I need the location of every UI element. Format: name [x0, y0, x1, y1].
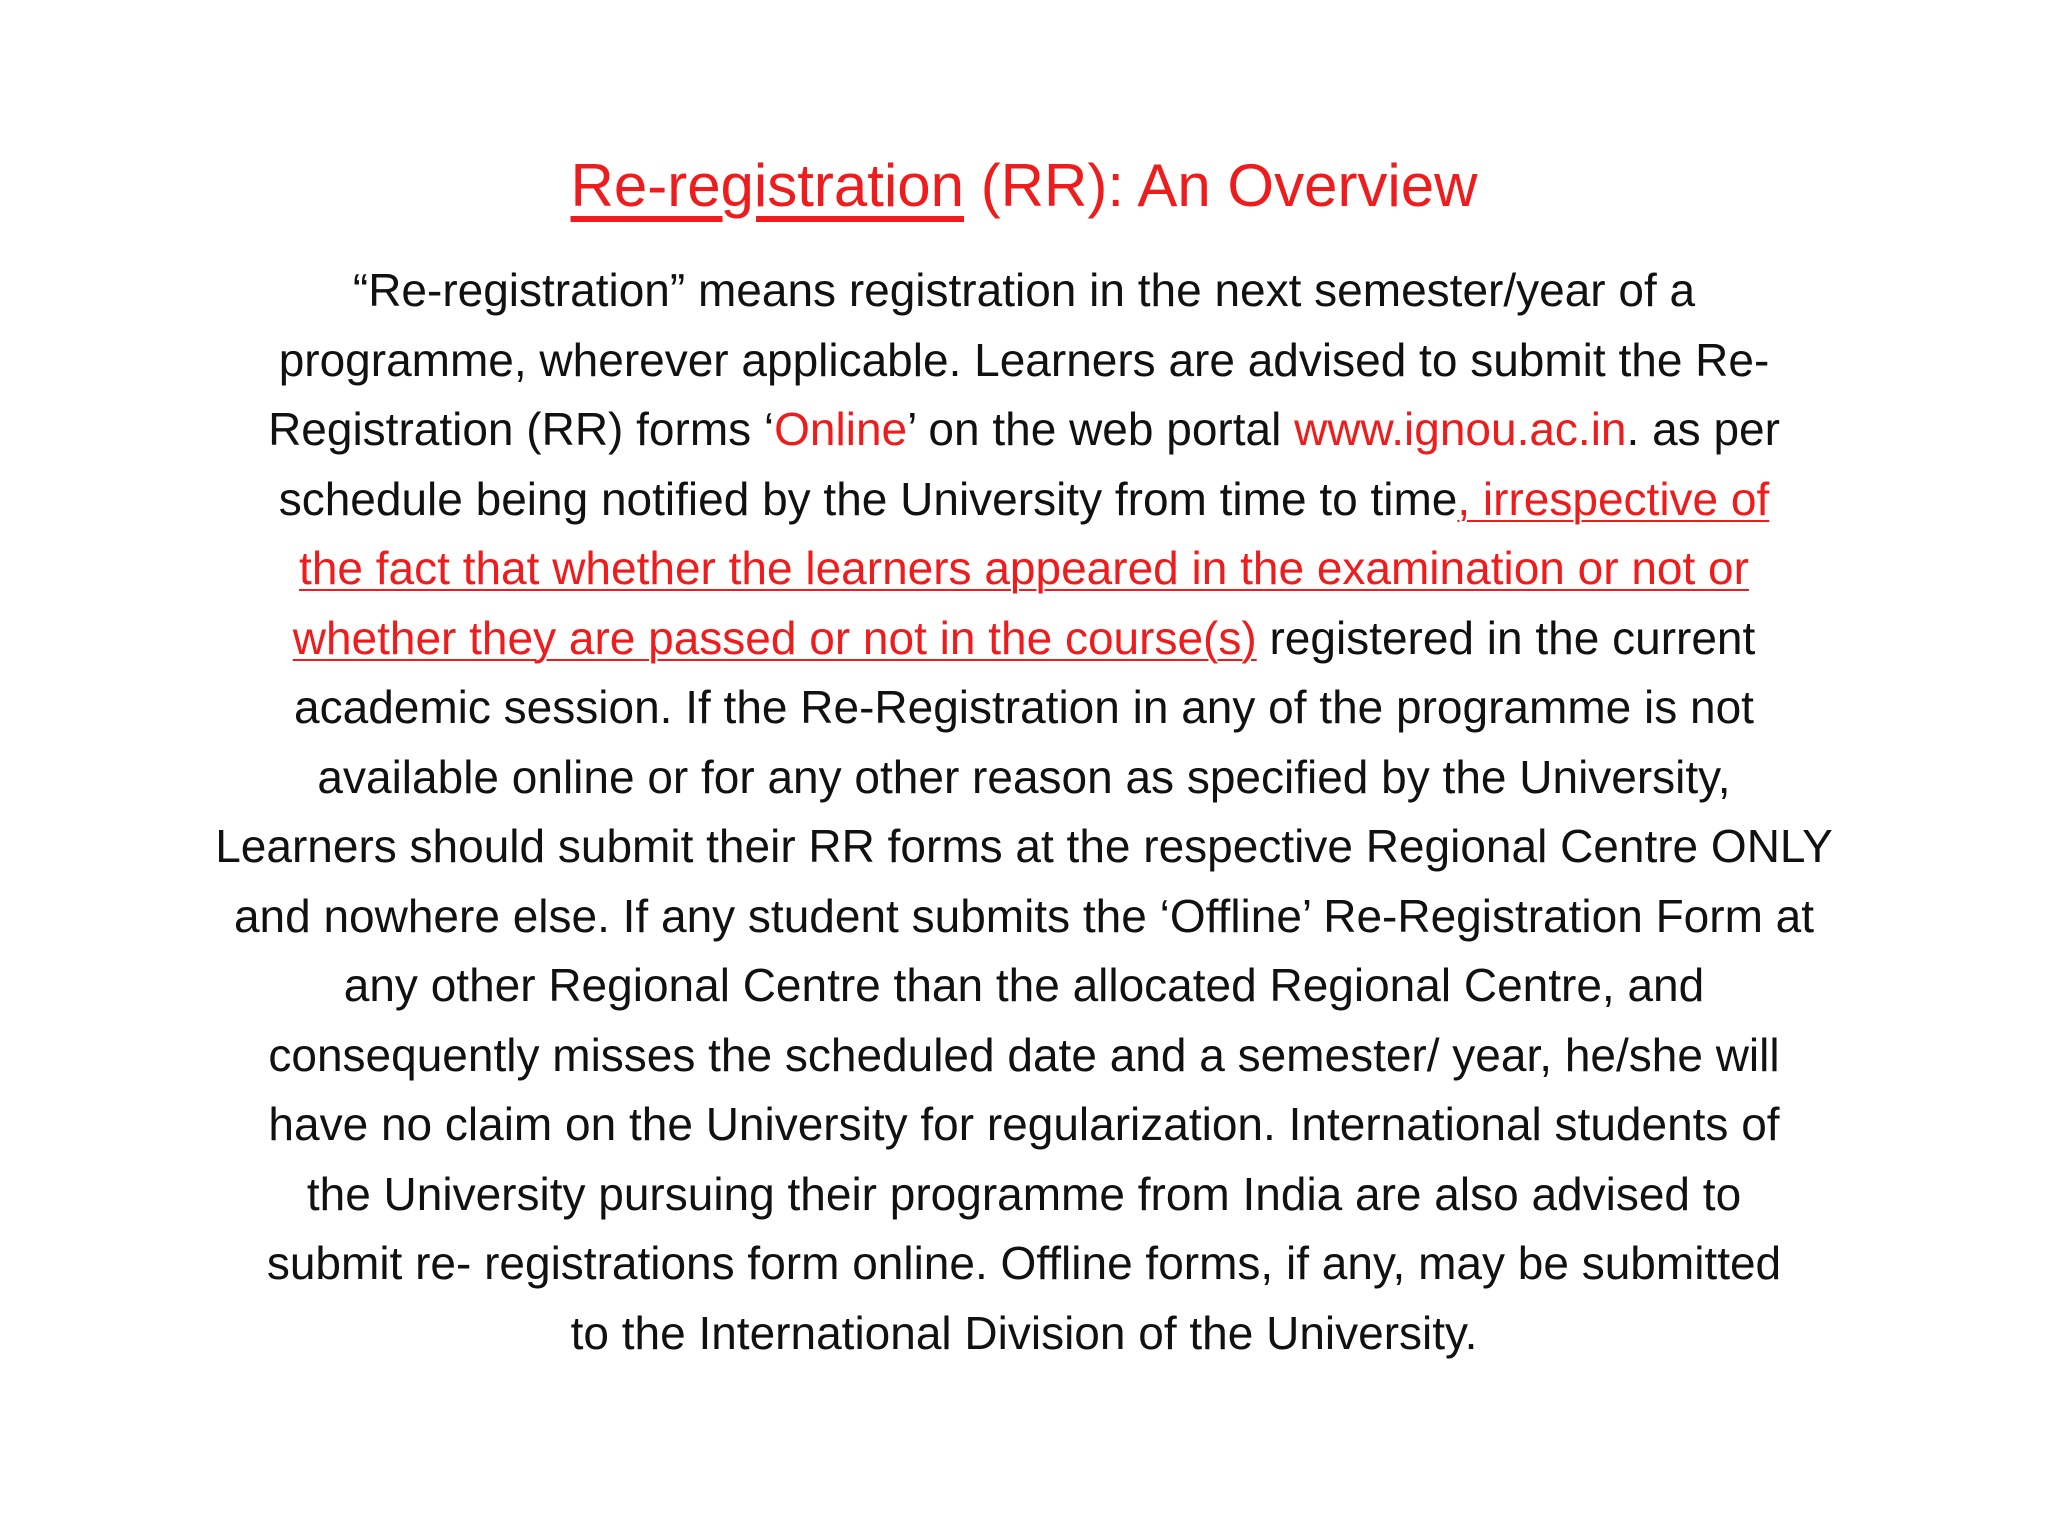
body-line — [110, 1229, 1938, 1299]
text-run: ’ on the web portal — [907, 403, 1295, 455]
body-line — [110, 1160, 1938, 1230]
text-run: submit re- registrations form online. Offline forms, if any, may be submitted — [266, 1237, 1782, 1289]
body-line — [110, 534, 1938, 604]
text-run: Learners should submit their RR forms at the respective Regional Centre ONLY — [215, 820, 1833, 872]
text-run: academic session. If the Re-Registration in any of the programme is not — [294, 681, 1754, 733]
body-line — [110, 326, 1938, 396]
text-run: the University pursuing their programme from India are also advised to — [306, 1167, 1742, 1220]
emphasis-underlined: whether they are passed or not in the course(s) — [292, 611, 1257, 664]
text-run: available online or for any other reason as specified by the University, — [317, 750, 1731, 803]
text-run: schedule being notified by the University from time to time — [278, 472, 1458, 525]
body-line — [110, 882, 1938, 952]
text-run: consequently misses the scheduled date and a semester/ year, he/she will — [268, 1028, 1780, 1081]
portal-url: www.ignou.ac.in — [1294, 403, 1627, 455]
text-run: programme, wherever applicable. Learners are advised to submit the Re- — [278, 333, 1770, 386]
text-run: to the International Division of the University. — [570, 1306, 1478, 1359]
emphasis-underlined: , irrespective of — [1457, 472, 1770, 525]
body-line — [110, 465, 1938, 535]
body-line — [110, 256, 1938, 326]
text-run: . as per — [1626, 403, 1780, 455]
text-run: Registration (RR) forms ‘ — [268, 403, 775, 455]
body-line — [110, 1090, 1938, 1160]
body-line — [110, 673, 1938, 743]
text-run: “Re-registration” means registration in the next semester/year of a — [352, 264, 1696, 316]
body-line — [110, 743, 1938, 813]
body-line — [110, 951, 1938, 1021]
text-run: have no claim on the University for regularization. International students of — [268, 1098, 1780, 1150]
body-text — [110, 256, 1938, 1368]
body-line — [110, 812, 1938, 882]
title-rest: (RR): An Overview — [964, 152, 1478, 219]
online-highlight: Online — [774, 403, 908, 455]
text-run: registered in the current — [1256, 611, 1756, 664]
body-line — [110, 395, 1938, 465]
text-run: and nowhere else. If any student submits the ‘Offline’ Re-Registration Form at — [233, 889, 1815, 942]
body-line — [110, 1299, 1938, 1369]
slide-title — [0, 116, 2048, 256]
body-line — [110, 1021, 1938, 1091]
emphasis-underlined: the fact that whether the learners appeared in the examination or not or — [299, 542, 1749, 594]
title-underlined-term: Re-registration — [570, 152, 965, 219]
body-line — [110, 604, 1938, 674]
text-run: any other Regional Centre than the allocated Regional Centre, and — [343, 959, 1705, 1011]
